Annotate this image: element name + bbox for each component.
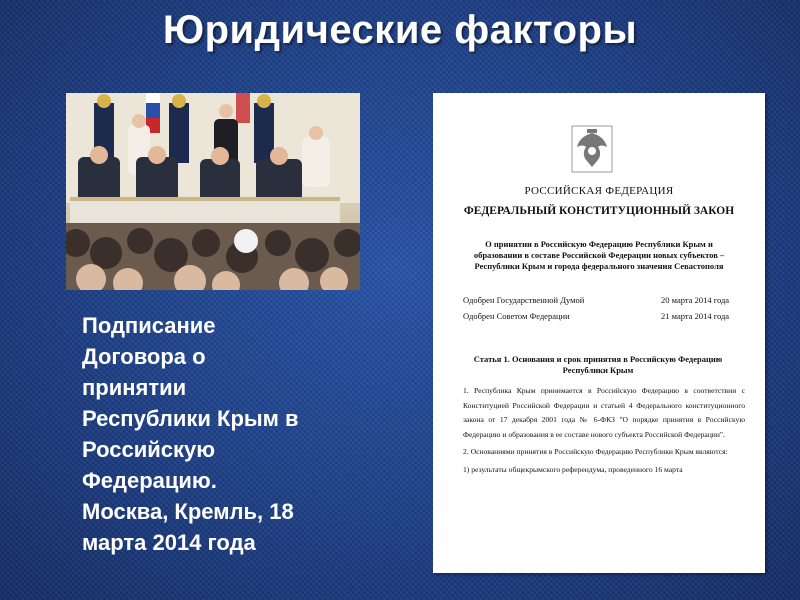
approval-row xyxy=(463,311,743,327)
approval-date: 20 марта 2014 года xyxy=(661,295,730,305)
approvals-block xyxy=(463,295,743,327)
signing-ceremony-photo xyxy=(66,93,360,290)
article-paragraph: 1) результаты общекрымского референдума, проведенного 16 марта xyxy=(463,464,683,474)
approval-label: Одобрен Государственной Думой xyxy=(463,295,585,305)
caption-line: Российскую xyxy=(82,437,216,462)
document-country: РОССИЙСКАЯ ФЕДЕРАЦИЯ xyxy=(524,185,674,197)
article-body xyxy=(463,384,745,480)
article-title: Статья 1. Основания и срок принятия в Российскую Федерацию Республики Крым xyxy=(473,354,723,375)
coat-of-arms-icon xyxy=(571,125,613,173)
caption-line: Подписание xyxy=(82,313,216,338)
signing-ceremony-illustration xyxy=(66,93,360,290)
approval-date: 21 марта 2014 года xyxy=(661,311,730,321)
caption-line: Москва, Кремль, 18 xyxy=(82,499,294,524)
approval-row xyxy=(463,295,743,311)
caption-line: Республики Крым в xyxy=(82,406,299,431)
document-subject: О принятии в Российскую Федерацию Республики Крым и образовании в составе Российской Федерации новых субъектов – Республики Крым и города федерального значения Севастополя xyxy=(473,239,725,271)
slide-title: Юридические факторы xyxy=(162,8,638,52)
document-type: ФЕДЕРАЛЬНЫЙ КОНСТИТУЦИОННЫЙ ЗАКОН xyxy=(463,205,735,217)
article-paragraph: 2. Основаниями принятия в Российскую Федерацию Республики Крым являются: xyxy=(463,447,728,456)
article-paragraph: 1. Республика Крым принимается в Российскую Федерацию в соответствии с Конституцией Российской Федерации и статьей 4 Федерального конституционного закона от 17 декабря 2001 года № 6-ФКЗ "О порядке принятия в Российскую Федерацию и образования в ее составе нового субъекта Российской Федерации". xyxy=(463,386,745,439)
caption-line: принятии xyxy=(82,375,187,400)
photo-caption xyxy=(82,310,382,558)
caption-line: Договора о xyxy=(82,344,206,369)
caption-line: марта 2014 года xyxy=(82,530,256,555)
approval-label: Одобрен Советом Федерации xyxy=(463,311,570,321)
caption-line: Федерацию. xyxy=(82,468,217,493)
federal-law-document xyxy=(433,93,765,573)
